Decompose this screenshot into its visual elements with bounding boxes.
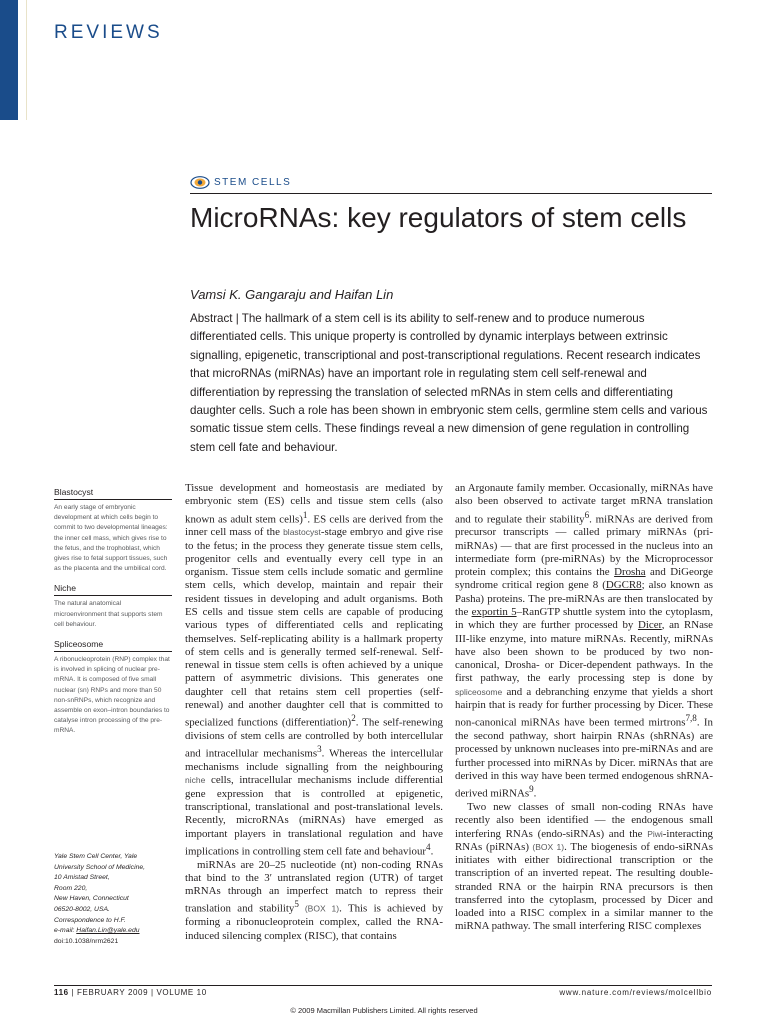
citation[interactable]: 3	[317, 744, 322, 755]
box-reference[interactable]: (BOX 1)	[298, 904, 340, 915]
page-number: 116	[54, 988, 69, 997]
citation[interactable]: 6	[584, 509, 590, 520]
glossary-link-spliceosome[interactable]: spliceosome	[455, 686, 503, 697]
glossary-term: Niche	[54, 583, 172, 596]
glossary-term: Blastocyst	[54, 487, 172, 500]
glossary-definition: A ribonucleoprotein (RNP) complex that is involved in splicing of nuclear pre-mRNA. It is composed of five small nuclear (sn) RNPs and more than 50 non-snRNPs, which recognize and assemble on exon–intron boundaries to catalyse intron processing of the pre-mRNA.	[54, 656, 170, 735]
affiliation-line: University School of Medicine,	[54, 863, 146, 871]
affiliation-line: Room 220,	[54, 884, 88, 892]
glossary-definition: The natural anatomical microenvironment that supports stem cell behaviour.	[54, 600, 163, 628]
subject-tag	[190, 176, 291, 189]
section-label: REVIEWS	[54, 22, 163, 43]
email-line	[54, 926, 179, 937]
citation[interactable]: 1	[302, 509, 308, 520]
affiliation-line: New Haven, Connecticut	[54, 895, 129, 903]
glossary-link-niche[interactable]: niche	[185, 775, 206, 786]
glossary-link-blastocyst[interactable]: blastocyst	[283, 527, 321, 538]
subject-label: STEM CELLS	[214, 177, 292, 188]
affiliation-line: 06520-8002, USA.	[54, 905, 110, 913]
glossary-sidebar	[54, 487, 172, 746]
affiliation-line: Correspondence to H.F.	[54, 916, 126, 924]
doi: doi:10.1038/nrm2621	[54, 937, 119, 945]
title-rule	[190, 193, 712, 194]
stem-cells-icon	[190, 176, 210, 189]
citation[interactable]: 5	[294, 899, 299, 910]
citation[interactable]: 9	[529, 784, 534, 795]
glossary-entry	[54, 583, 172, 630]
gene-link-drosha[interactable]: Drosha	[614, 566, 646, 579]
issue-date: FEBRUARY 2009	[77, 988, 149, 997]
gene-link-dgcr8[interactable]: DGCR8	[605, 579, 642, 592]
body-column-right	[455, 482, 713, 934]
citation[interactable]: 2	[351, 713, 356, 724]
glossary-definition: An early stage of embryonic development at which cells begin to commit to two developmental lineages: the inner cell mass, which gives rise to the fetus, and the trophoblast, which gives rise to fetal support tissues, such as the placenta and the umbilical cord.	[54, 504, 168, 573]
citation[interactable]: 7,8	[685, 713, 697, 724]
affiliation-line: 10 Amistad Street,	[54, 874, 110, 882]
box-reference[interactable]: (BOX 1)	[528, 841, 565, 852]
copyright-notice: © 2009 Macmillan Publishers Limited. All rights reserved	[290, 1006, 478, 1015]
email-label: e-mail:	[54, 927, 77, 935]
footer-rule	[54, 985, 712, 986]
gene-link-exportin5[interactable]: exportin 5	[471, 606, 517, 619]
body-paragraph: an Argonaute family member. Occasionally, miRNAs have also been observed to activate target mRNA translation and to regulate their stability$^6$. miRNAs are derived from precursor transcripts — called primary miRNAs (pri-miRNAs) — that are first processed in the nucleus into an intermediate form (pre-miRNAs) by the Microprocessor protein complex; this contains the Drosha and DiGeorge syndrome critical region gene 8 (DGCR8; also known as Pasha) proteins. The pre-miRNAs are then translocated by the exportin 5–RanGTP shuttle system into the cytoplasm, in which they are further processed by Dicer, an RNase III-like enzyme, into mature miRNAs. Recently, miRNAs have also been shown to be produced by two non-canonical, Drosha- or Dicer-dependent pathways. In the first pathway, the early processing step is done by spliceosome and a debranching enzyme that yields a short hairpin that is ready for further processing by Dicer. These non-canonical miRNAs have been termed mirtrons$^{7,8}$. In the second pathway, short hairpin RNAs (shRNAs) are processed by unknown nucleases into pre-miRNAs and are further processed into miRNAs by Dicer. miRNAs that are derived in this way have been termed endogenous shRNA-derived miRNAs$^9$.	[455, 482, 714, 800]
body-column-left	[185, 482, 443, 943]
glossary-entry	[54, 487, 172, 574]
body-paragraph: Two new classes of small non-coding RNAs have recently also been identified — the endogenous small interfering RNAs (endo-siRNAs) and the Piwi-interacting RNAs (piRNAs) (BOX 1). The biogenesis of endo-siRNAs initiates with either bidirectional transcription or the transcription of an inverted repeat. The resulting double-stranded RNA or the hairpin RNA precursors is then transferred into the cytoplasm, processed by Dicer and loaded into a RISC complex in a similar manner to the miRNA pathway. The small interfering RISC complexes	[455, 800, 713, 933]
journal-url[interactable]: www.nature.com/reviews/molcellbio	[559, 988, 712, 997]
body-paragraph: Tissue development and homeostasis are mediated by embryonic stem (ES) cells and tissue stem cells (also known as adult stem cells)$^1$. ES cells are derived from the inner cell mass of the blastocyst-stage embryo and give rise to the fetus; in the process they generate tissue stem cells, progenitor cells and eventually every cell type in an organism. Tissue stem cells include somatic and germline stem cells, which develop, maintain and repair their resident tissues in developing and adult organisms. Both ES cells and tissue stem cells are capable of producing various types of differentiated cells and replicating themselves. Self-replicating ability is a hallmark property of stem cells and is generally termed self-renewal. Self-renewal in tissue stem cells is often achieved by a unique pattern of asymmetric divisions. This generates one daughter cell that retains stem cell properties (self-renewal) and another daughter cell that is committed to specialized functions (differentiation)$^2$. The self-renewing divisions of stem cells are controlled by both intercellular and intracellular mechanisms$^3$. Whereas the intercellular mechanisms include signalling from the neighbouring niche cells, intracellular mechanisms include differential gene expression that is controlled at epigenetic, transcriptional, translational and post-translational levels. Recently, microRNAs (miRNAs) have emerged as important players in translational regulation and have implications in controlling stem cell fate and behaviour$^4$.	[185, 482, 443, 858]
edge-divider	[26, 0, 27, 120]
author-affiliation	[54, 852, 179, 947]
volume: VOLUME 10	[156, 988, 207, 997]
body-paragraph: miRNAs are 20–25 nucleotide (nt) non-coding RNAs that bind to the 3′ untranslated region (UTR) of target mRNAs through an imperfect match to repress their translation and stability$^5$ (BOX 1). This is achieved by forming a ribonucleoprotein complex, called the RNA-induced silencing complex (RISC), that contains	[185, 858, 444, 942]
affiliation-line: Yale Stem Cell Center, Yale	[54, 853, 138, 860]
gene-link-dicer[interactable]: Dicer	[637, 619, 662, 632]
article-authors: Vamsi K. Gangaraju and Haifan Lin	[190, 287, 394, 302]
glossary-term: Spliceosome	[54, 639, 172, 652]
article-title: MicroRNAs: key regulators of stem cells	[190, 202, 687, 233]
citation[interactable]: 4	[426, 841, 431, 852]
section-color-bar	[0, 0, 18, 120]
article-abstract: Abstract | The hallmark of a stem cell is its ability to self-renew and to produce numerous differentiated cells. This unique property is controlled by dynamic interplays between extrinsic signalling, epigenetic, transcriptional and post-transcriptional regulations. Recent research indicates that microRNAs (miRNAs) have an important role in regulating stem cell self-renewal and differentiation by repressing the translation of selected mRNAs in stem cells and differentiating daughter cells. Such a role has been shown in embryonic stem cells, germline stem cells and various somatic tissue stem cells. These findings reveal a new dimension of gene regulation in controlling stem cell fate and behaviour.	[190, 312, 708, 454]
glossary-entry	[54, 639, 172, 737]
footer-issue-info: 116 | FEBRUARY 2009 | VOLUME 10	[54, 988, 207, 997]
email-link[interactable]: Haifan.Lin@yale.edu	[76, 927, 140, 935]
term-piwi: Piwi	[647, 828, 663, 839]
